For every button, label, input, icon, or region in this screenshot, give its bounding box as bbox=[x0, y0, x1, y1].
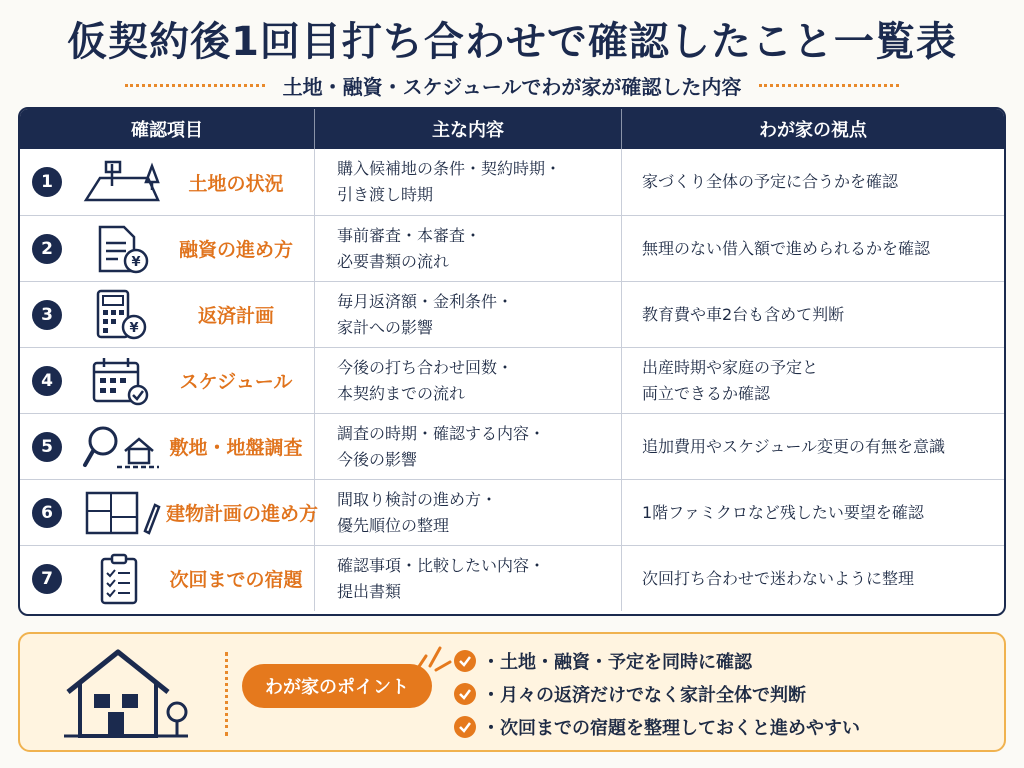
item-cell bbox=[20, 546, 315, 611]
table-row bbox=[20, 149, 1004, 215]
header-view: わが家の視点 bbox=[759, 120, 867, 141]
table-row bbox=[20, 215, 1004, 281]
content-line: 必要書類の流れ bbox=[337, 251, 450, 271]
view-line: 両立できるか確認 bbox=[642, 383, 771, 403]
view-line: 家づくり全体の予定に合うかを確認 bbox=[642, 172, 899, 191]
content-cell bbox=[315, 480, 622, 545]
content-cell bbox=[315, 216, 622, 281]
point-text: ・土地・融資・予定を同時に確認 bbox=[482, 651, 752, 673]
house-icon bbox=[60, 644, 190, 744]
item-cell bbox=[20, 149, 315, 215]
subtitle-divider-left bbox=[125, 84, 265, 87]
point-item bbox=[454, 677, 860, 710]
check-circle-icon bbox=[454, 716, 476, 738]
calculator-icon bbox=[76, 289, 166, 341]
view-cell bbox=[622, 216, 1004, 281]
view-cell bbox=[622, 546, 1004, 611]
svg-text:¥: ¥ bbox=[129, 320, 139, 336]
check-circle-icon bbox=[454, 650, 476, 672]
content-cell bbox=[315, 546, 622, 611]
point-item bbox=[454, 710, 860, 743]
point-badge: わが家のポイント bbox=[242, 664, 432, 708]
table-row bbox=[20, 479, 1004, 545]
view-line: 追加費用やスケジュール変更の有無を意識 bbox=[642, 436, 946, 456]
content-line: 今後の影響 bbox=[337, 449, 418, 469]
content-cell bbox=[315, 414, 622, 479]
view-cell bbox=[622, 414, 1004, 479]
item-cell bbox=[20, 216, 315, 281]
site-survey-icon bbox=[76, 421, 166, 473]
loan-document-icon bbox=[76, 223, 166, 275]
point-list bbox=[454, 644, 860, 743]
item-cell bbox=[20, 282, 315, 347]
content-line: 優先順位の整理 bbox=[337, 515, 450, 535]
checklist-icon bbox=[76, 553, 166, 605]
svg-text:¥: ¥ bbox=[131, 254, 141, 270]
land-plot-icon bbox=[76, 156, 166, 208]
item-cell bbox=[20, 414, 315, 479]
content-line: 毎月返済額・金利条件・ bbox=[337, 291, 514, 311]
page-subtitle: 土地・融資・スケジュールでわが家が確認した内容 bbox=[282, 74, 742, 99]
row-number: 6 bbox=[32, 498, 62, 528]
row-number: 2 bbox=[32, 234, 62, 264]
content-cell bbox=[315, 348, 622, 413]
table-header bbox=[20, 109, 1004, 149]
point-item bbox=[454, 644, 860, 677]
table-row bbox=[20, 281, 1004, 347]
row-number: 5 bbox=[32, 432, 62, 462]
table-row bbox=[20, 545, 1004, 611]
content-cell bbox=[315, 149, 622, 215]
confirmation-table bbox=[18, 107, 1006, 616]
view-cell bbox=[622, 282, 1004, 347]
content-line: 本契約までの流れ bbox=[337, 383, 466, 403]
table-body bbox=[20, 149, 1004, 611]
point-divider bbox=[225, 652, 228, 736]
content-line: 確認事項・比較したい内容・ bbox=[337, 555, 546, 575]
content-line: 引き渡し時期 bbox=[337, 185, 434, 204]
check-circle-icon bbox=[454, 683, 476, 705]
point-box bbox=[18, 632, 1006, 752]
table-row bbox=[20, 413, 1004, 479]
header-content: 主な内容 bbox=[315, 109, 622, 149]
content-line: 家計への影響 bbox=[337, 317, 434, 337]
view-line: 教育費や車2台も含めて判断 bbox=[642, 304, 845, 324]
item-label: 融資の進め方 bbox=[178, 239, 293, 261]
content-line: 提出書類 bbox=[337, 581, 402, 601]
view-line: 出産時期や家庭の予定と bbox=[642, 357, 819, 377]
header-item: 確認項目 bbox=[20, 109, 315, 149]
table-row bbox=[20, 347, 1004, 413]
point-text: ・次回までの宿題を整理しておくと進めやすい bbox=[482, 717, 860, 739]
row-number: 7 bbox=[32, 564, 62, 594]
item-cell bbox=[20, 348, 315, 413]
item-label: 次回までの宿題 bbox=[169, 569, 303, 591]
view-cell bbox=[622, 480, 1004, 545]
content-line: 購入候補地の条件・契約時期・ bbox=[337, 159, 562, 178]
page-title: 仮契約後1回目打ち合わせで確認したこと一覧表 bbox=[67, 19, 957, 65]
item-label: 建物計画の進め方 bbox=[166, 503, 319, 525]
item-label: 敷地・地盤調査 bbox=[169, 437, 303, 459]
row-number: 4 bbox=[32, 366, 62, 396]
content-line: 間取り検討の進め方・ bbox=[337, 489, 498, 509]
content-line: 今後の打ち合わせ回数・ bbox=[337, 357, 514, 377]
content-line: 調査の時期・確認する内容・ bbox=[337, 423, 546, 443]
content-line: 事前審査・本審査・ bbox=[337, 225, 482, 245]
item-cell bbox=[20, 480, 319, 545]
item-label: スケジュール bbox=[179, 371, 293, 393]
row-number: 1 bbox=[32, 167, 62, 197]
item-label: 返済計画 bbox=[197, 305, 274, 327]
view-line: 1階ファミクロなど残したい要望を確認 bbox=[642, 502, 924, 522]
calendar-check-icon bbox=[76, 355, 166, 407]
content-cell bbox=[315, 282, 622, 347]
row-number: 3 bbox=[32, 300, 62, 330]
floor-plan-icon bbox=[76, 487, 166, 539]
view-line: 次回打ち合わせで迷わないように整理 bbox=[642, 568, 915, 588]
spark-rays-icon bbox=[412, 638, 452, 672]
point-text: ・月々の返済だけでなく家計全体で判断 bbox=[482, 684, 806, 706]
subtitle-row bbox=[0, 70, 1024, 100]
view-line: 無理のない借入額で進められるかを確認 bbox=[642, 238, 931, 258]
subtitle-divider-right bbox=[759, 84, 899, 87]
item-label: 土地の状況 bbox=[188, 172, 284, 195]
view-cell bbox=[622, 348, 1004, 413]
view-cell bbox=[622, 149, 1004, 215]
